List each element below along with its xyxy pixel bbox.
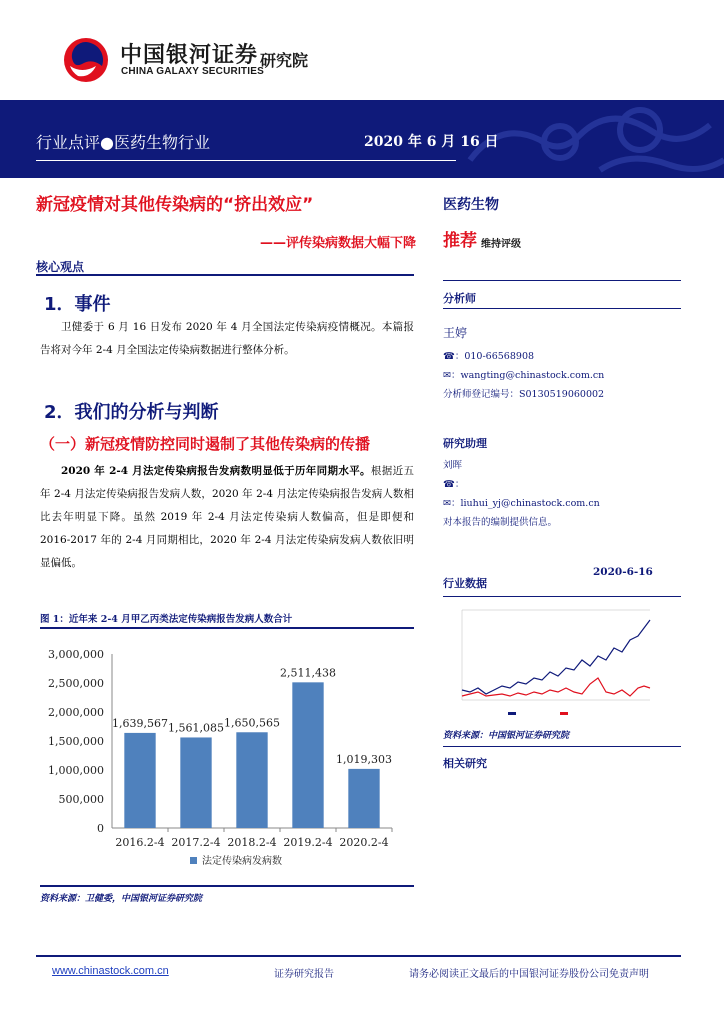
footer-website-link[interactable]: www.chinastock.com.cn bbox=[52, 965, 169, 977]
y-tick-label: 1,500,000 bbox=[48, 735, 104, 748]
section-1-title: 1．事件 bbox=[44, 294, 111, 315]
subsection-1-paragraph bbox=[40, 460, 414, 575]
analyst-phone: ☎：010-66568908 bbox=[443, 351, 535, 362]
figure-top-divider bbox=[40, 627, 414, 629]
analyst-heading: 分析师 bbox=[443, 292, 476, 305]
sidebar-divider bbox=[443, 746, 681, 747]
figure-source: 资料来源：卫健委，中国银河证券研究院 bbox=[40, 894, 203, 904]
y-tick-label: 2,000,000 bbox=[48, 706, 104, 719]
bar bbox=[180, 737, 211, 828]
core-divider bbox=[36, 274, 414, 276]
bar-data-label: 2,511,438 bbox=[280, 666, 336, 680]
section-2-title: 2．我们的分析与判断 bbox=[44, 402, 219, 423]
page-title: 新冠疫情对其他传染病的“挤出效应” bbox=[36, 195, 314, 215]
subsection-1-body: 根据近五年 2-4 月法定传染病报告发病人数，2020 年 2-4 月法定传染病报告发病人数相比去年明显下降。虽然 2019 年 2-4 月法定传染病人数偏高，但是即便和 2016-2017 年的 2-4 月同期相比，2020 年 2-4 月法定传染病发病人数依旧明显偏低。 bbox=[40, 465, 414, 569]
brand-logo-icon bbox=[62, 36, 110, 84]
industry-index-chart bbox=[440, 600, 660, 724]
bar bbox=[124, 733, 155, 828]
x-tick-label: 2016.2-4 bbox=[115, 836, 165, 849]
bar-data-label: 1,019,303 bbox=[336, 752, 392, 766]
bar-data-label: 1,561,085 bbox=[168, 721, 224, 735]
bar-data-label: 1,639,567 bbox=[112, 716, 168, 730]
report-type: 行业点评●医药生物行业 bbox=[36, 133, 210, 152]
legend-label: 法定传染病发病数 bbox=[202, 856, 282, 867]
bar bbox=[292, 682, 323, 828]
y-tick-label: 1,000,000 bbox=[48, 764, 104, 777]
y-tick-label: 0 bbox=[97, 822, 104, 835]
y-tick-label: 3,000,000 bbox=[48, 648, 104, 661]
x-tick-label: 2018.2-4 bbox=[227, 836, 277, 849]
analyst-registration: 分析师登记编号：S0130519060002 bbox=[443, 389, 605, 400]
subsection-1-lead: 2020 年 2-4 月法定传染病报告发病数明显低于历年同期水平。 bbox=[61, 465, 371, 477]
analyst-email[interactable]: ✉：wangting@chinastock.com.cn bbox=[443, 370, 605, 381]
figure-title: 图 1：近年来 2-4 月甲乙丙类法定传染病报告发病人数合计 bbox=[40, 614, 293, 625]
brand-department: 研究院 bbox=[260, 51, 309, 70]
x-tick-label: 2020.2-4 bbox=[339, 836, 389, 849]
footer-disclaimer: 请务必阅读正文最后的中国银河证券股份公司免责声明 bbox=[409, 969, 649, 980]
bar bbox=[236, 732, 267, 828]
related-research-heading: 相关研究 bbox=[443, 757, 487, 770]
assistant-heading: 研究助理 bbox=[443, 437, 487, 450]
x-tick-label: 2017.2-4 bbox=[171, 836, 221, 849]
core-view-label: 核心观点 bbox=[36, 260, 85, 274]
brand-name-cn: 中国银河证券 bbox=[120, 43, 259, 68]
brand-name-en: CHINA GALAXY SECURITIES bbox=[121, 66, 264, 77]
page-subtitle: ——评传染病数据大幅下降 bbox=[259, 236, 416, 251]
sidebar-divider bbox=[443, 308, 681, 309]
bar-data-label: 1,650,565 bbox=[224, 716, 280, 730]
assistant-email[interactable]: ✉：liuhui_yj@chinastock.com.cn bbox=[443, 498, 600, 509]
sector-name: 医药生物 bbox=[443, 197, 499, 213]
y-tick-label: 2,500,000 bbox=[48, 677, 104, 690]
report-date: 2020 年 6 月 16 日 bbox=[364, 134, 499, 150]
rating: 推荐 bbox=[443, 231, 477, 251]
industry-chart-source: 资料来源：中国银河证券研究院 bbox=[443, 731, 570, 741]
subsection-1-title: （一）新冠疫情防控同时遏制了其他传染病的传播 bbox=[40, 435, 371, 453]
rating-note: 维持评级 bbox=[481, 239, 521, 250]
analyst-name: 王婷 bbox=[443, 326, 468, 340]
bar-chart bbox=[40, 640, 414, 880]
footer-divider bbox=[36, 955, 681, 957]
sidebar-divider bbox=[443, 280, 681, 281]
footer-report-type: 证券研究报告 bbox=[274, 969, 334, 980]
bar bbox=[348, 769, 379, 828]
x-tick-label: 2019.2-4 bbox=[283, 836, 333, 849]
banner-divider bbox=[36, 160, 456, 161]
assistant-note: 对本报告的编制提供信息。 bbox=[443, 517, 558, 528]
sidebar-divider bbox=[443, 596, 681, 597]
industry-data-heading: 行业数据 bbox=[443, 577, 487, 590]
assistant-name: 刘晖 bbox=[443, 460, 463, 471]
assistant-phone: ☎： bbox=[443, 479, 465, 490]
section-1-paragraph: 卫健委于 6 月 16 日发布 2020 年 4 月全国法定传染病疫情概况。本篇报告将对今年 2-4 月全国法定传染病数据进行整体分析。 bbox=[40, 321, 414, 356]
figure-bottom-divider bbox=[40, 885, 414, 887]
y-tick-label: 500,000 bbox=[58, 793, 104, 806]
legend-swatch bbox=[190, 857, 197, 864]
industry-data-date: 2020-6-16 bbox=[593, 566, 653, 578]
